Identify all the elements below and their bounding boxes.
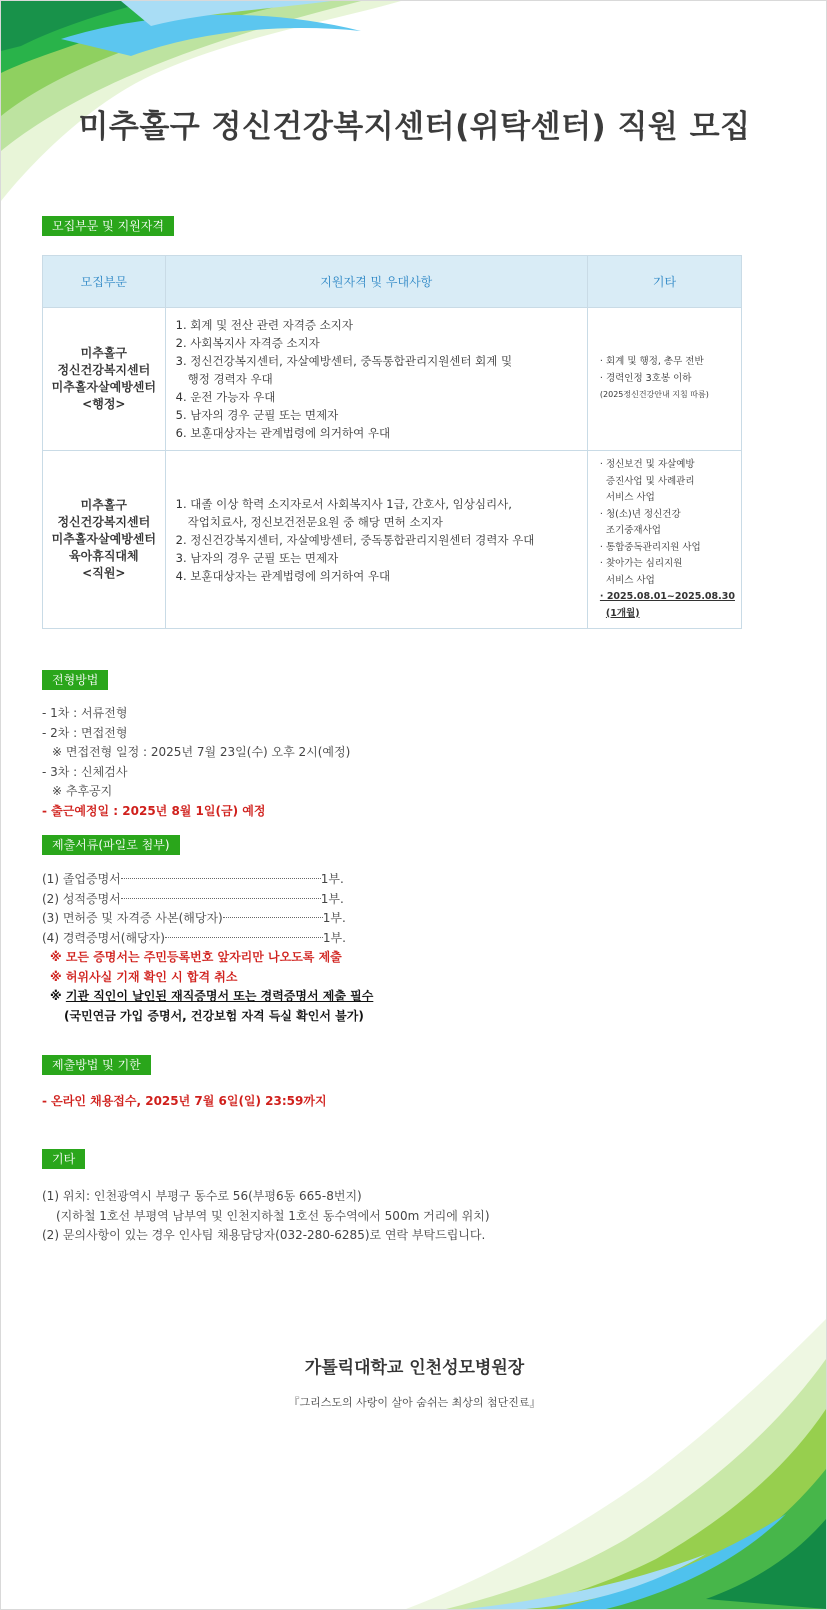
dept-line: <직원> <box>82 566 126 580</box>
table-header: 기타 <box>587 256 741 308</box>
dot-leader <box>121 878 321 879</box>
document-label: (4) 경력증명서(해당자) <box>42 930 165 945</box>
section-label-submission: 제출방법 및 기한 <box>42 1055 151 1075</box>
etc-line: 서비스 사업 <box>605 574 655 586</box>
document-qty: 1부. <box>322 930 346 945</box>
qual-line: 4. 운전 가능자 우대 <box>175 390 276 404</box>
document-qty: 1부. <box>322 911 346 925</box>
dept-line: 정신건강복지센터 <box>57 515 151 529</box>
table-row <box>43 308 742 451</box>
etc-line: 서비스 사업 <box>605 492 655 503</box>
document-item <box>42 929 373 949</box>
section-label-etc: 기타 <box>42 1149 85 1169</box>
etc-line: · 청(소)년 정신건강 <box>599 508 681 520</box>
qual-line: 3. 정신건강복지센터, 자살예방센터, 중독통합관리지원센터 회계 및 <box>175 354 513 368</box>
qual-line: 4. 보훈대상자는 관계법령에 의거하여 우대 <box>175 568 391 583</box>
selection-line: - 1차 : 서류전형 <box>42 706 128 720</box>
qual-line: 5. 남자의 경우 군필 또는 면제자 <box>175 408 339 422</box>
document-item <box>42 890 373 910</box>
etc-line: (1) 위치: 인천광역시 부평구 동수로 56(부평6동 665-8번지) <box>42 1189 362 1203</box>
page-title: 미추홀구 정신건강복지센터(위탁센터) 직원 모집 <box>78 109 751 145</box>
note-prefix: ※ <box>50 989 66 1003</box>
qual-line: 3. 남자의 경우 군필 또는 면제자 <box>175 550 339 565</box>
dot-leader <box>121 898 321 899</box>
qual-line: 2. 사회복지사 자격증 소지자 <box>175 336 320 350</box>
qual-line: 작업치료사, 정신보건전문요원 중 해당 면허 소지자 <box>187 514 443 529</box>
selection-line: - 2차 : 면접전형 <box>42 725 128 740</box>
dept-line: 미추홀자살예방센터 <box>51 380 156 394</box>
document-qty: 1부. <box>320 891 344 906</box>
qual-cell <box>165 308 587 451</box>
recruit-table <box>42 255 742 629</box>
qual-line: 1. 회계 및 전산 관련 자격증 소지자 <box>175 318 353 332</box>
section-label-selection: 전형방법 <box>42 670 108 690</box>
document-note-red: ※ 모든 증명서는 주민등록번호 앞자리만 나오도록 제출 <box>50 950 342 964</box>
qual-cell <box>165 451 587 629</box>
documents-block <box>42 870 373 1026</box>
table-header-row <box>43 256 742 308</box>
document-item <box>42 870 373 890</box>
etc-line: 증진사업 및 사례관리 <box>605 475 695 487</box>
submission-deadline: - 온라인 채용접수, 2025년 7월 6일(일) 23:59까지 <box>42 1094 327 1108</box>
etc-line: (1개월) <box>605 607 640 619</box>
etc-line: (지하철 1호선 부평역 남부역 및 인천지하철 1호선 동수역에서 500m 거리에 위치) <box>56 1208 490 1223</box>
table-header: 모집부문 <box>43 256 166 308</box>
qual-line: 행정 경력자 우대 <box>187 372 273 386</box>
note-underlined: 기관 직인이 날인된 재직증명서 또는 경력증명서 제출 필수 <box>65 989 374 1003</box>
footer-motto: 『그리스도의 사랑이 살아 숨쉬는 최상의 첨단진료』 <box>288 1396 541 1409</box>
qual-line: 1. 대졸 이상 학력 소지자로서 사회복지사 1급, 간호사, 임상심리사, <box>175 496 512 511</box>
etc-line: (2025정신건강안내 지침 따름) <box>599 390 709 400</box>
etc-block <box>42 1187 490 1246</box>
etc-line: (2) 문의사항이 있는 경우 인사팀 채용담당자(032-280-6285)로 연락 부탁드립니다. <box>42 1228 486 1242</box>
qual-line: 2. 정신건강복지센터, 자살예방센터, 중독통합관리지원센터 경력자 우대 <box>175 532 535 547</box>
dot-leader <box>165 937 323 938</box>
document-qty: 1부. <box>320 872 344 886</box>
etc-line: · 회계 및 행정, 총무 전반 <box>599 356 704 368</box>
etc-line: · 통합중독관리지원 사업 <box>599 541 701 553</box>
table-row <box>43 451 742 629</box>
etc-line: · 정신보건 및 자살예방 <box>599 459 695 470</box>
etc-line: 조기중재사업 <box>605 525 661 536</box>
document-note-black <box>42 987 373 1007</box>
dept-cell <box>43 308 166 451</box>
table-header: 지원자격 및 우대사항 <box>165 256 587 308</box>
dept-cell <box>43 451 166 629</box>
qual-line: 6. 보훈대상자는 관계법령에 의거하여 우대 <box>175 426 391 440</box>
etc-line: · 경력인정 3호봉 이하 <box>599 372 692 384</box>
selection-block <box>42 704 350 821</box>
document-item <box>42 909 373 929</box>
section-label-recruit: 모집부문 및 지원자격 <box>42 216 174 236</box>
etc-cell <box>587 451 741 629</box>
document-note-red: ※ 허위사실 기재 확인 시 합격 취소 <box>50 969 238 984</box>
dept-line: 미추홀구 <box>80 346 128 360</box>
dept-line: 정신건강복지센터 <box>57 363 151 377</box>
dot-leader <box>223 917 323 918</box>
dept-line: 육아휴직대체 <box>69 549 139 563</box>
submission-block <box>42 1092 327 1112</box>
section-label-documents: 제출서류(파일로 첨부) <box>42 835 180 855</box>
etc-line: · 찾아가는 심리지원 <box>599 558 683 569</box>
selection-line: - 3차 : 신체검사 <box>42 764 128 779</box>
dept-line: 미추홀구 <box>80 498 128 512</box>
start-date-highlight: - 출근예정일 : 2025년 8월 1일(금) 예정 <box>42 803 266 818</box>
dept-line: <행정> <box>82 397 126 411</box>
selection-line: ※ 면접전형 일정 : 2025년 7월 23일(수) 오후 2시(예정) <box>52 745 351 759</box>
selection-line: ※ 추후공지 <box>52 784 113 798</box>
etc-line: · 2025.08.01~2025.08.30 <box>599 591 735 602</box>
document-label: (1) 졸업증명서 <box>42 872 121 886</box>
footer-organization: 가톨릭대학교 인천성모병원장 <box>304 1358 525 1378</box>
document-label: (3) 면허증 및 자격증 사본(해당자) <box>42 911 223 925</box>
document-label: (2) 성적증명서 <box>42 891 121 906</box>
etc-cell <box>587 308 741 451</box>
dept-line: 미추홀자살예방센터 <box>51 532 156 546</box>
document-note-black: (국민연금 가입 증명서, 건강보험 자격 득실 확인서 불가) <box>64 1008 364 1023</box>
